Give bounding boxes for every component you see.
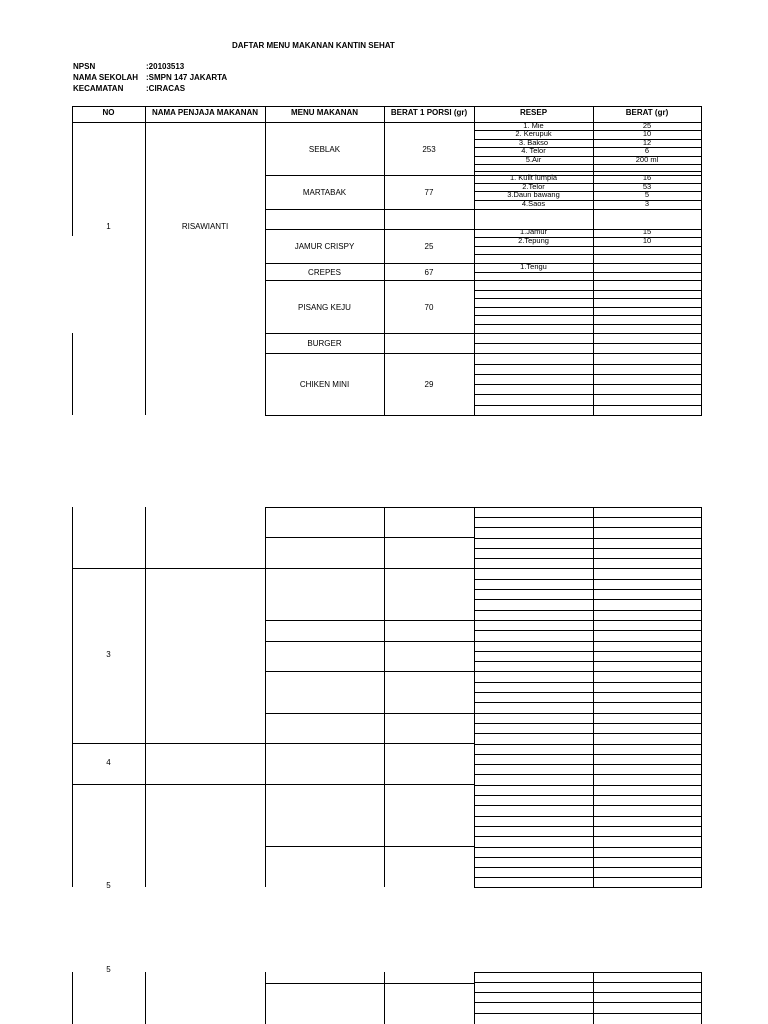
npsn-value: :20103513 — [146, 62, 185, 71]
table-rule — [474, 816, 702, 817]
table-rule — [474, 280, 702, 281]
table-rule — [593, 972, 594, 1024]
table-rule — [474, 405, 702, 406]
recipe-weight: 12 — [642, 138, 652, 147]
table-rule — [701, 972, 702, 1024]
table-rule — [474, 847, 702, 848]
recipe-item: 4.Saos — [521, 199, 546, 208]
table-rule — [474, 538, 702, 539]
table-rule — [72, 972, 73, 1024]
header-weight: BERAT 1 PORSI (gr) — [390, 108, 468, 117]
table-rule — [72, 784, 475, 785]
table-rule — [72, 743, 475, 744]
table-rule — [474, 298, 702, 299]
table-rule — [474, 599, 702, 600]
table-rule — [474, 661, 702, 662]
table-rule — [145, 972, 146, 1024]
table-rule — [384, 507, 385, 887]
table-rule — [474, 857, 702, 858]
table-rule — [265, 620, 475, 621]
table-rule — [265, 175, 475, 176]
menu-weight: 253 — [422, 144, 436, 154]
menu-weight: 77 — [424, 188, 434, 197]
menu-weight: 67 — [424, 267, 434, 277]
table-rule — [474, 641, 702, 642]
table-rule — [474, 272, 702, 273]
header-seller: NAMA PENJAJA MAKANAN — [151, 108, 259, 117]
table-rule — [474, 805, 702, 806]
table-rule — [474, 651, 702, 652]
menu-item: CHIKEN MINI — [299, 380, 350, 389]
menu-item: PISANG KEJU — [298, 302, 351, 312]
table-rule — [474, 1002, 702, 1003]
table-rule — [474, 589, 702, 590]
row-number: 1 — [106, 222, 111, 231]
table-rule — [474, 568, 702, 569]
table-rule — [265, 415, 702, 416]
table-rule — [474, 307, 702, 308]
table-rule — [474, 343, 702, 344]
table-rule — [701, 122, 702, 415]
row-number: 5 — [106, 965, 111, 974]
table-rule — [265, 507, 266, 887]
table-rule — [72, 333, 73, 415]
table-rule — [474, 517, 702, 518]
table-rule — [474, 764, 702, 765]
table-rule — [474, 877, 702, 878]
table-rule — [72, 507, 73, 887]
table-rule — [265, 972, 266, 1024]
table-rule — [474, 507, 475, 888]
table-rule — [474, 353, 702, 354]
recipe-weight: 16 — [642, 173, 652, 182]
table-rule — [474, 164, 702, 165]
table-rule — [474, 171, 702, 172]
menu-item: JAMUR CRISPY — [294, 242, 355, 251]
table-rule — [474, 992, 702, 993]
recipe-item: 1. Mie — [523, 121, 544, 130]
table-rule — [265, 713, 475, 714]
recipe-weight: 10 — [642, 236, 652, 245]
menu-weight: 25 — [424, 242, 434, 251]
table-rule — [265, 353, 475, 354]
row-number: 3 — [106, 650, 111, 659]
table-rule — [593, 507, 594, 888]
recipe-item: 2.Tepung — [518, 236, 549, 245]
table-rule — [72, 568, 475, 569]
table-rule — [474, 254, 702, 255]
recipe-weight: 6 — [644, 146, 650, 155]
table-rule — [474, 527, 702, 528]
table-rule — [474, 548, 702, 549]
table-rule — [701, 507, 702, 888]
table-rule — [474, 394, 702, 395]
recipe-weight: 3 — [644, 199, 650, 208]
school-label: NAMA SEKOLAH — [73, 73, 139, 82]
table-rule — [265, 671, 475, 672]
table-rule — [474, 733, 702, 734]
table-rule — [265, 280, 475, 281]
table-rule — [265, 507, 702, 508]
recipe-weight: 53 — [642, 182, 652, 191]
menu-item: MARTABAK — [302, 188, 347, 197]
header-menu: MENU MAKANAN — [290, 108, 359, 117]
table-rule — [474, 620, 702, 621]
recipe-item: 1.Terigu — [520, 262, 547, 271]
table-rule — [474, 702, 702, 703]
recipe-item: 3. Bakso — [518, 138, 549, 147]
table-rule — [145, 122, 146, 415]
recipe-weight: 5 — [644, 190, 650, 199]
table-rule — [474, 744, 702, 745]
recipe-item: 3.Daun bawang — [507, 190, 560, 199]
recipe-weight: 25 — [642, 121, 652, 130]
table-rule — [474, 324, 702, 325]
table-rule — [474, 333, 702, 334]
recipe-weight: 200 ml — [635, 155, 659, 164]
school-value: :SMPN 147 JAKARTA — [146, 73, 228, 82]
npsn-label: NPSN — [73, 62, 96, 71]
table-rule — [474, 713, 702, 714]
recipe-weight: 15 — [642, 227, 652, 236]
table-rule — [265, 333, 475, 334]
table-rule — [474, 671, 702, 672]
table-rule — [474, 579, 702, 580]
recipe-item: 4. Telor — [521, 146, 546, 155]
table-rule — [474, 630, 702, 631]
table-rule — [72, 106, 702, 107]
table-rule — [474, 723, 702, 724]
table-rule — [474, 315, 702, 316]
menu-item: CREPES — [308, 267, 341, 277]
table-rule — [265, 641, 475, 642]
table-rule — [474, 867, 702, 868]
table-rule — [701, 106, 702, 122]
menu-weight: 70 — [424, 302, 434, 312]
recipe-item: 2.Telor — [522, 182, 545, 191]
table-rule — [474, 754, 702, 755]
table-rule — [474, 972, 702, 973]
table-rule — [474, 558, 702, 559]
table-rule — [474, 1013, 702, 1014]
table-rule — [265, 229, 475, 230]
recipe-item: 1.Jamur — [519, 227, 548, 236]
table-rule — [474, 374, 702, 375]
recipe-item: 1. Kulit lumpia — [509, 173, 558, 182]
table-rule — [474, 795, 702, 796]
table-rule — [593, 122, 594, 415]
recipe-weight: 10 — [642, 129, 652, 138]
table-rule — [474, 982, 702, 983]
header-no: NO — [102, 108, 115, 117]
recipe-item: 5.Air — [525, 155, 542, 164]
recipe-item: 2. Kerupuk — [515, 129, 552, 138]
seller-name: RISAWIANTI — [181, 222, 229, 231]
table-rule — [474, 246, 702, 247]
table-rule — [474, 887, 702, 888]
table-rule — [474, 785, 702, 786]
table-rule — [384, 972, 385, 1024]
menu-item: SEBLAK — [308, 144, 341, 154]
table-rule — [72, 122, 73, 236]
menu-weight: 29 — [424, 380, 434, 389]
table-rule — [474, 290, 702, 291]
row-number: 5 — [106, 881, 111, 890]
table-rule — [474, 972, 475, 1024]
row-number: 4 — [106, 758, 111, 767]
table-rule — [474, 692, 702, 693]
table-rule — [474, 209, 702, 210]
table-rule — [265, 983, 475, 984]
table-rule — [265, 209, 475, 210]
menu-item: BURGER — [307, 339, 342, 348]
table-rule — [474, 774, 702, 775]
page-title: DAFTAR MENU MAKANAN KANTIN SEHAT — [232, 41, 395, 50]
table-rule — [474, 826, 702, 827]
table-rule — [474, 836, 702, 837]
district-label: KECAMATAN — [73, 84, 124, 93]
header-ingredient-weight: BERAT (gr) — [625, 108, 669, 117]
header-recipe: RESEP — [519, 108, 548, 117]
table-rule — [265, 846, 475, 847]
district-value: :CIRACAS — [146, 84, 186, 93]
table-rule — [474, 610, 702, 611]
table-rule — [474, 682, 702, 683]
table-rule — [265, 537, 475, 538]
table-rule — [474, 364, 702, 365]
table-rule — [145, 507, 146, 887]
table-rule — [474, 384, 702, 385]
table-rule — [265, 263, 475, 264]
